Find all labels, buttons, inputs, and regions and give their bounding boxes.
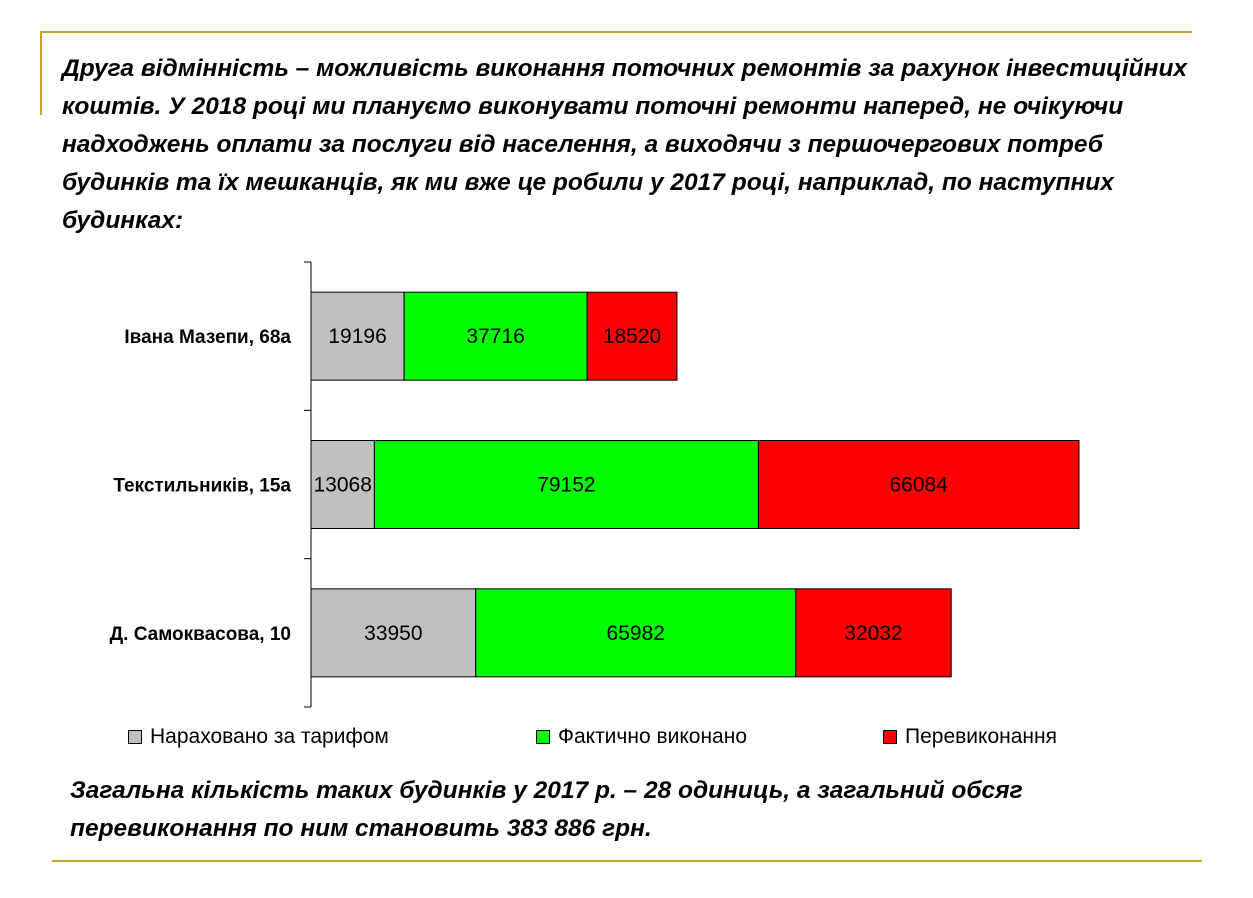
legend-item-charged: [128, 722, 389, 752]
legend-swatch-actual: [536, 730, 550, 744]
legend-item-overfulfilment: [883, 722, 1057, 752]
legend-label-actual: Фактично виконано: [558, 725, 748, 748]
legend-label-overfulfilment: Перевиконання: [905, 725, 1057, 748]
legend-item-actual: [536, 722, 747, 752]
bar-value-label: 13068: [313, 473, 372, 497]
legend-swatch-charged: [128, 730, 142, 744]
legend-swatch-overfulfilment: [883, 730, 897, 744]
bar-value-label: 32032: [844, 621, 903, 645]
chart-legend: [0, 722, 1253, 752]
bar-value-label: 66084: [889, 473, 948, 497]
bar-value-label: 33950: [364, 621, 423, 645]
category-label: Текстильників, 15а: [113, 475, 291, 497]
category-label: Івана Мазепи, 68а: [124, 327, 291, 349]
legend-label-charged: Нараховано за тарифом: [150, 725, 389, 748]
bar-value-label: 37716: [466, 325, 525, 349]
chart-bars: [311, 292, 1079, 677]
chart-axis: [304, 262, 311, 707]
bar-value-label: 79152: [537, 473, 596, 497]
bar-value-label: 18520: [602, 325, 662, 349]
intro-paragraph: Друга відмінність – можливість виконання поточних ремонтів за рахунок інвестиційних коштів. У 2018 році ми плануємо виконувати поточні ремонти наперед, не очікуючи надходжень оплати за послуги від населення, а виходячи з першочергових потреб будинків та їх мешканців, як ми вже це робили у 2017 році, наприклад, по наступних будинках:: [62, 55, 1188, 234]
bar-value-label: 65982: [606, 621, 665, 645]
bottom-rule: [52, 860, 1202, 862]
bar-value-label: 19196: [328, 325, 387, 349]
summary-paragraph: Загальна кількість таких будинків у 2017 р. – 28 одиниць, а загальний обсяг перевиконання по ним становить 383 886 грн.: [70, 777, 1023, 842]
category-label: Д. Самоквасова, 10: [109, 623, 291, 645]
